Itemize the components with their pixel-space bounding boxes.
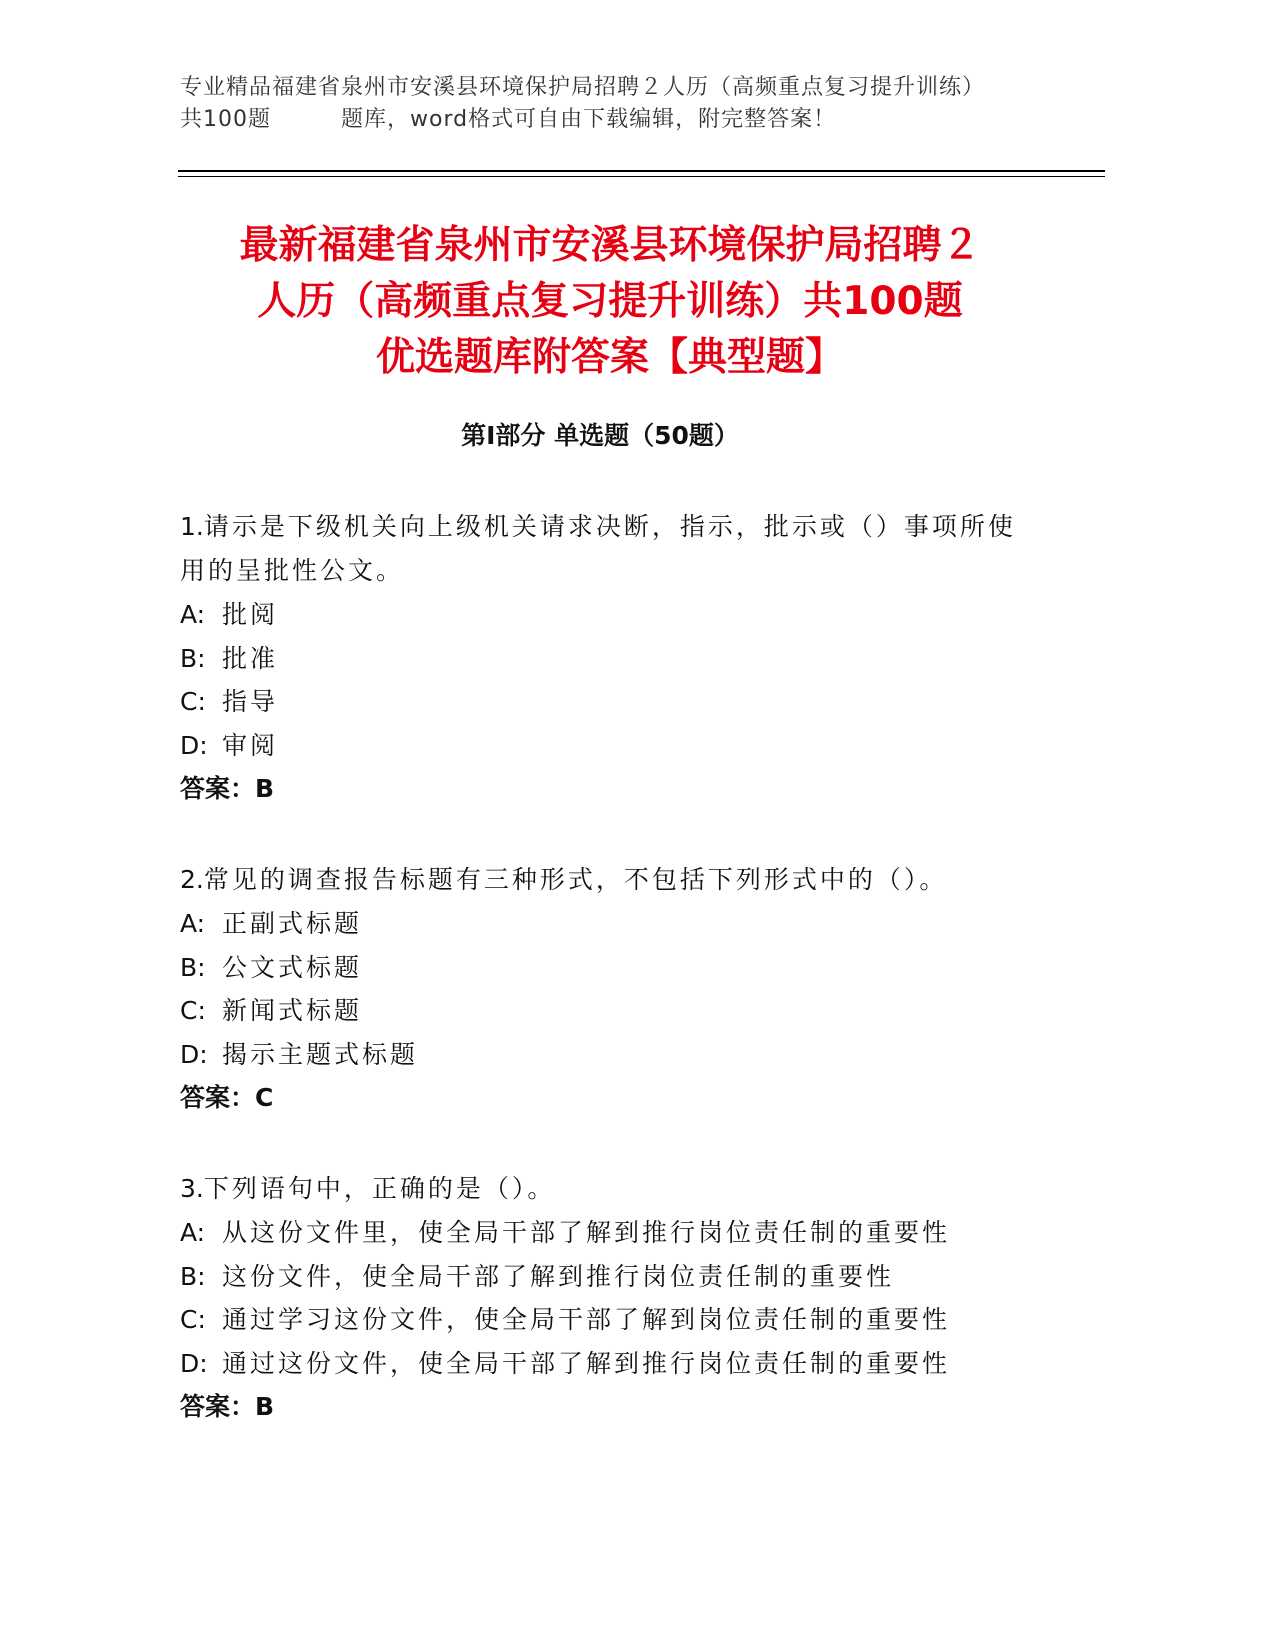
option-c [180, 989, 1040, 1033]
option-text: 从这份文件里，使全局干部了解到推行岗位责任制的重要性 [222, 1218, 951, 1247]
header-line-1: 专业精品福建省泉州市安溪县环境保护局招聘２人历（高频重点复习提升训练） [180, 75, 986, 100]
header-rule-thick [178, 170, 1105, 172]
option-letter: C: [180, 1305, 206, 1334]
header-rule-thin [178, 176, 1105, 177]
option-text: 这份文件，使全局干部了解到推行岗位责任制的重要性 [222, 1261, 895, 1291]
option-letter: A: [180, 600, 206, 629]
question-number: 1. [180, 512, 204, 541]
answer-value: B [255, 774, 275, 803]
option-c [180, 1298, 1040, 1342]
option-text: 通过学习这份文件，使全局干部了解到岗位责任制的重要性 [222, 1305, 951, 1334]
option-b [180, 946, 1040, 990]
answer-label: 答案： [180, 1083, 256, 1112]
option-text: 通过这份文件，使全局干部了解到推行岗位责任制的重要性 [222, 1348, 951, 1378]
option-letter: C: [180, 996, 206, 1025]
option-letter: D: [180, 1348, 208, 1378]
option-a [180, 902, 1040, 946]
option-letter: D: [180, 730, 208, 760]
option-a [180, 593, 1040, 637]
answer-label: 答案： [180, 1392, 256, 1421]
option-a [180, 1211, 1040, 1255]
option-text: 正副式标题 [222, 909, 363, 938]
answer-label: 答案： [180, 774, 256, 803]
question-text: 下列语句中，正确的是（）。 [203, 1174, 556, 1203]
question-1 [180, 505, 1040, 811]
option-letter: A: [180, 909, 206, 938]
answer-line [180, 1076, 1040, 1120]
option-letter: B: [180, 643, 206, 673]
option-text: 审阅 [222, 730, 279, 760]
title-line-1: 最新福建省泉州市安溪县环境保护局招聘２ [239, 223, 981, 268]
answer-value: C [255, 1083, 274, 1112]
header-question-count: 共100题 [180, 107, 271, 132]
question-stem [180, 858, 1040, 902]
title-line-3: 优选题库附答案【典型题】 [375, 335, 844, 380]
option-text: 批阅 [222, 600, 279, 629]
option-text: 公文式标题 [222, 952, 363, 982]
header-description: 题库，word格式可自由下载编辑，附完整答案！ [341, 107, 837, 132]
document-title [170, 218, 1050, 386]
question-stem [180, 1167, 1040, 1211]
question-list [180, 505, 1040, 1476]
option-letter: D: [180, 1039, 208, 1069]
answer-line [180, 1385, 1040, 1429]
question-stem [180, 505, 1040, 593]
option-letter: A: [180, 1218, 206, 1247]
question-number: 2. [180, 865, 204, 894]
option-c [180, 680, 1040, 724]
option-b [180, 637, 1040, 681]
page-header [180, 72, 1120, 136]
option-b [180, 1255, 1040, 1299]
option-d [180, 724, 1040, 768]
option-letter: B: [180, 952, 206, 982]
option-text: 指导 [222, 687, 279, 716]
option-text: 揭示主题式标题 [222, 1039, 419, 1069]
question-number: 3. [180, 1174, 204, 1203]
option-text: 新闻式标题 [222, 996, 363, 1025]
option-letter: B: [180, 1261, 206, 1291]
answer-value: B [255, 1392, 275, 1421]
option-d [180, 1033, 1040, 1077]
option-d [180, 1342, 1040, 1386]
question-text: 常见的调查报告标题有三种形式，不包括下列形式中的（）。 [203, 865, 948, 894]
option-text: 批准 [222, 643, 279, 673]
question-3 [180, 1167, 1040, 1429]
question-text: 请示是下级机关向上级机关请求决断，指示，批示或（）事项所使用的呈批性公文。 [180, 512, 1016, 585]
option-letter: C: [180, 687, 206, 716]
header-line-2 [180, 104, 1120, 136]
question-2 [180, 858, 1040, 1120]
title-line-2: 人历（高频重点复习提升训练）共100题 [257, 279, 963, 324]
answer-line [180, 767, 1040, 811]
section-title: 第Ⅰ部分 单选题（50题） [461, 421, 739, 450]
